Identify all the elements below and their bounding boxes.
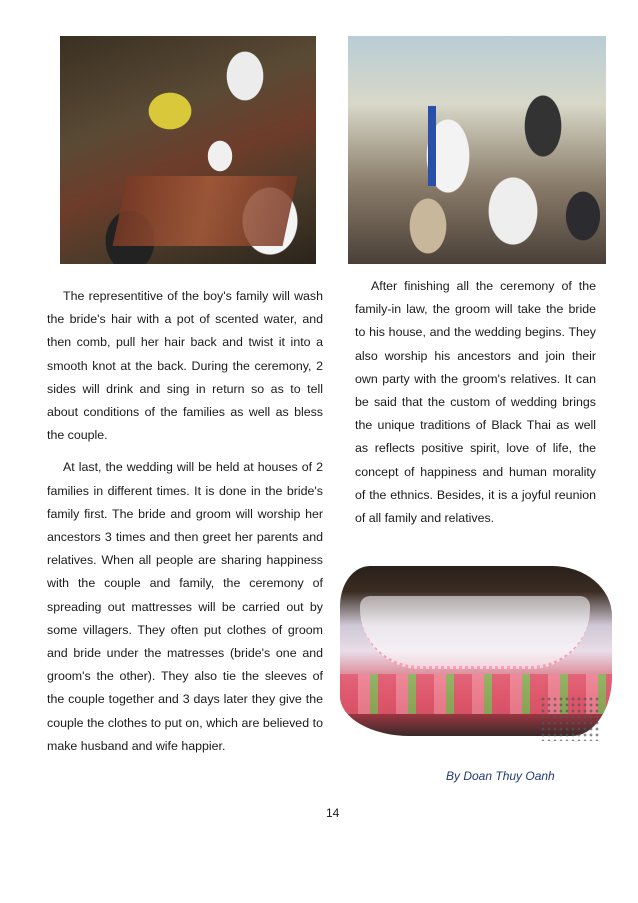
left-paragraph-1: The representitive of the boy's family will wash the bride's hair with a pot of scented water, and then comb, pull her hair back and twist it into a smooth knot at the back. During the ceremony, 2 sides will drink and sing in return so as to tell about conditions of the families as well as bless the couple. xyxy=(47,289,323,443)
author-byline: By Doan Thuy Oanh xyxy=(446,769,555,783)
groom-tie-shape xyxy=(428,106,436,186)
right-paragraph-1: After finishing all the ceremony of the family-in law, the groom will take the bride to his house, and the wedding begins. They also worship his ancestors and join their own party with the groom's relatives. It can be said that the custom of wedding brings the unique traditions of Black Thai as well as reflects positive spirit, love of life, the concept of happiness and human morality of the ethnics. Besides, it is a joyful reunion of all family and relatives. xyxy=(355,279,596,526)
ceremony-table-shape xyxy=(113,176,298,246)
dotted-edge-decoration xyxy=(540,696,600,741)
mosquito-net-shape xyxy=(360,596,590,669)
left-paragraph-2: At last, the wedding will be held at houses of 2 families in different times. It is done in the bride's family first. The bride and groom will worship her ancestors 3 times and then greet her parents and relatives. When all people are sharing happiness with the couple and family, the ceremony of spreading out mattresses will be carried out by some villagers. They often put clothes of groom and bride under the matresses (bride's one and groom's the other). They also tie the sleeves of the couple together and 3 days later they give the couple the clothes to put on, which are believed to make husband and wife happier. xyxy=(47,460,323,753)
left-text-column xyxy=(47,285,323,758)
page-number: 14 xyxy=(326,806,340,820)
mattress-photo-frame xyxy=(340,566,612,746)
right-text-column xyxy=(355,275,596,530)
wedding-ceremony-photo xyxy=(60,36,316,264)
groom-family-photo xyxy=(348,36,606,264)
